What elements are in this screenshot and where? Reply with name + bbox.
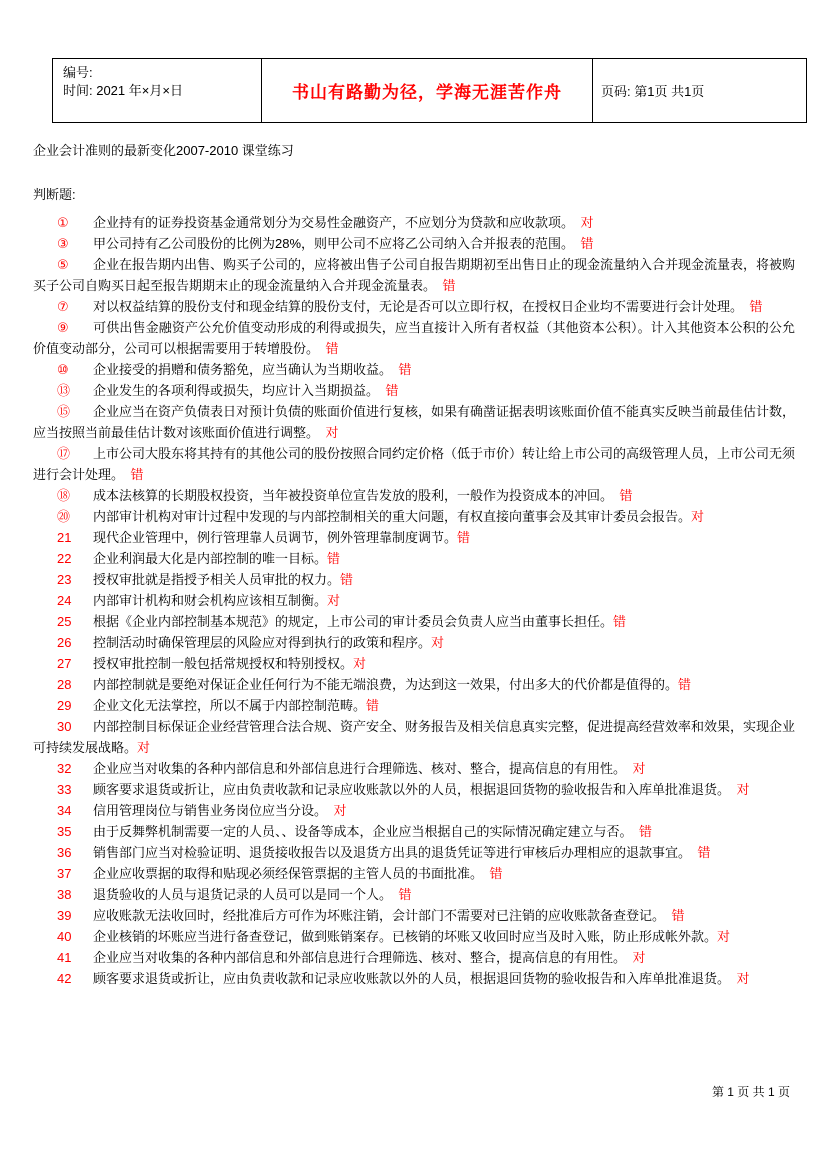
question-item (33, 674, 795, 695)
question-item (33, 296, 795, 317)
question-text: 甲公司持有乙公司股份的比例为28%，则甲公司不应将乙公司纳入合并报表的范围。 (93, 236, 568, 251)
question-item (33, 254, 795, 296)
question-number: ⑱ (57, 488, 71, 503)
question-item (33, 212, 795, 233)
question-item (33, 632, 795, 653)
question-number: 28 (57, 677, 72, 692)
question-text: 现代企业管理中，例行管理靠人员调节，例外管理靠制度调节。 (93, 530, 458, 545)
question-number: ③ (57, 236, 69, 251)
question-item (33, 653, 795, 674)
question-number: 25 (57, 614, 72, 629)
question-text: 企业发生的各项利得或损失，均应计入当期损益。 (93, 383, 373, 398)
question-text: 应收账款无法收回时，经批准后方可作为坏账注销，会计部门不需要对已注销的应收账款备查登记。 (93, 908, 659, 923)
question-text: 企业应收票据的取得和贴现必须经保管票据的主管人员的书面批准。 (93, 866, 477, 881)
question-item (33, 590, 795, 611)
question-answer: 错 (606, 488, 633, 503)
question-text: 根据《企业内部控制基本规范》的规定，上市公司的审计委员会负责人应当由董事长担任。 (93, 614, 614, 629)
question-item (33, 548, 795, 569)
question-number: 26 (57, 635, 72, 650)
question-number: 38 (57, 887, 72, 902)
header-table (52, 58, 807, 123)
question-item (33, 485, 795, 506)
question-answer: 对 (717, 929, 731, 944)
question-text: 企业持有的证券投资基金通常划分为交易性金融资产，不应划分为贷款和应收款项。 (93, 215, 568, 230)
question-text: 授权审批控制一般包括常规授权和特别授权。 (93, 656, 354, 671)
page-title: 企业会计准则的最新变化2007-2010 课堂练习 (33, 143, 294, 158)
question-text: 企业利润最大化是内部控制的唯一目标。 (93, 551, 328, 566)
question-answer: 对 (619, 761, 646, 776)
question-number: 40 (57, 929, 72, 944)
question-number: ① (57, 215, 69, 230)
question-item (33, 884, 795, 905)
header-left-cell (53, 59, 262, 123)
question-item (33, 926, 795, 947)
question-answer: 错 (385, 362, 412, 377)
question-number: 30 (57, 719, 72, 734)
question-answer: 错 (567, 236, 594, 251)
question-text: 控制活动时确保管理层的风险应对得到执行的政策和程序。 (93, 635, 432, 650)
question-text: 企业应当对收集的各种内部信息和外部信息进行合理筛选、核对、整合，提高信息的有用性。 (93, 950, 620, 965)
question-answer: 错 (658, 908, 685, 923)
question-number: 33 (57, 782, 72, 797)
question-answer: 对 (619, 950, 646, 965)
question-item (33, 758, 795, 779)
question-text: 内部控制就是要绝对保证企业任何行为不能无端浪费，为达到这一效果，付出多大的代价都是值得的。 (93, 677, 679, 692)
question-text: 企业应当对收集的各种内部信息和外部信息进行合理筛选、核对、整合，提高信息的有用性。 (93, 761, 620, 776)
question-number: 27 (57, 656, 72, 671)
question-item (33, 611, 795, 632)
question-answer: 错 (385, 887, 412, 902)
question-item (33, 968, 795, 989)
question-answer: 错 (476, 866, 503, 881)
header-time-label: 时间: 2021 年×月×日 (63, 83, 183, 98)
question-number: ⑮ (57, 404, 71, 419)
question-text: 成本法核算的长期股权投资，当年被投资单位宣告发放的股利，一般作为投资成本的冲回。 (93, 488, 607, 503)
question-answer: 对 (327, 593, 341, 608)
question-text: 信用管理岗位与销售业务岗位应当分设。 (93, 803, 321, 818)
question-number: 34 (57, 803, 72, 818)
question-text: 对以权益结算的股份支付和现金结算的股份支付，无论是否可以立即行权，在授权日企业均不需要进行会计处理。 (93, 299, 737, 314)
header-page-cell (593, 59, 807, 123)
question-number: 35 (57, 824, 72, 839)
question-text: 顾客要求退货或折让，应由负责收款和记录应收账款以外的人员，根据退回货物的验收报告和入库单批准退货。 (93, 782, 724, 797)
question-answer: 错 (366, 698, 380, 713)
header-page-label: 页码: 第1页 共1页 (601, 84, 705, 99)
question-number: 22 (57, 551, 72, 566)
question-number: 37 (57, 866, 72, 881)
question-item (33, 443, 795, 485)
question-answer: 错 (678, 677, 692, 692)
question-answer: 错 (312, 341, 339, 356)
question-answer: 对 (320, 803, 347, 818)
question-answer: 错 (613, 614, 627, 629)
question-item (33, 506, 795, 527)
question-number: ⑤ (57, 257, 69, 272)
question-item (33, 527, 795, 548)
question-text: 企业在报告期内出售、购买子公司的，应将被出售子公司自报告期期初至出售日止的现金流量纳入合并现金流量表，将被购买子公司自购买日起至报告期期末止的现金流量纳入合并现金流量表。 (33, 257, 796, 293)
question-answer: 对 (691, 509, 705, 524)
question-number: 32 (57, 761, 72, 776)
question-text: 企业应当在资产负债表日对预计负债的账面价值进行复核，如果有确凿证据表明该账面价值不能真实反映当前最佳估计数，应当按照当前最佳估计数对该账面价值进行调整。 (33, 404, 796, 440)
question-answer: 对 (137, 740, 151, 755)
question-answer: 对 (353, 656, 367, 671)
question-answer: 错 (117, 467, 144, 482)
question-text: 由于反舞弊机制需要一定的人员、、设备等成本，企业应当根据自己的实际情况确定建立与否。 (93, 824, 627, 839)
header-number-label: 编号: (63, 65, 93, 80)
question-answer: 对 (312, 425, 339, 440)
question-number: 23 (57, 572, 72, 587)
question-item (33, 821, 795, 842)
header-motto: 书山有路勤为径，学海无涯苦作舟 (292, 83, 562, 102)
question-number: ⑰ (57, 446, 71, 461)
question-item (33, 863, 795, 884)
question-item (33, 842, 795, 863)
question-answer: 错 (340, 572, 354, 587)
section-heading: 判断题: (33, 187, 76, 202)
question-answer: 对 (723, 782, 750, 797)
question-item (33, 380, 795, 401)
question-text: 可供出售金融资产公允价值变动形成的利得或损失，应当直接计入所有者权益（其他资本公积）。计入其他资本公积的公允价值变动部分，公司可以根据需要用于转增股份。 (33, 320, 795, 356)
question-number: 24 (57, 593, 72, 608)
question-text: 上市公司大股东将其持有的其他公司的股份按照合同约定价格（低于市价）转让给上市公司的高级管理人员，上市公司无须进行会计处理。 (33, 446, 796, 482)
question-number: 21 (57, 530, 72, 545)
question-number: ⑩ (57, 362, 69, 377)
question-number: 39 (57, 908, 72, 923)
question-answer: 错 (684, 845, 711, 860)
question-text: 内部审计机构和财会机构应该相互制衡。 (93, 593, 328, 608)
question-number: 42 (57, 971, 72, 986)
question-text: 退货验收的人员与退货记录的人员可以是同一个人。 (93, 887, 386, 902)
question-text: 内部控制目标保证企业经营管理合法合规、资产安全、财务报告及相关信息真实完整，促进提高经营效率和效果，实现企业可持续发展战略。 (33, 719, 796, 755)
header-motto-cell (262, 59, 593, 123)
question-item (33, 779, 795, 800)
question-answer: 错 (429, 278, 456, 293)
question-answer: 错 (457, 530, 471, 545)
question-text: 企业文化无法掌控，所以不属于内部控制范畴。 (93, 698, 367, 713)
question-answer: 错 (372, 383, 399, 398)
question-item (33, 695, 795, 716)
question-number: 29 (57, 698, 72, 713)
question-text: 销售部门应当对检验证明、退货接收报告以及退货方出具的退货凭证等进行审核后办理相应的退款事宜。 (93, 845, 685, 860)
question-text: 企业核销的坏账应当进行备查登记，做到账销案存。已核销的坏账又收回时应当及时入账，防止形成帐外款。 (93, 929, 718, 944)
document-content (33, 0, 795, 989)
question-item (33, 401, 795, 443)
question-answer: 错 (736, 299, 763, 314)
question-item (33, 905, 795, 926)
question-item (33, 716, 795, 758)
question-item (33, 800, 795, 821)
question-item (33, 317, 795, 359)
question-answer: 错 (327, 551, 341, 566)
question-item (33, 947, 795, 968)
question-text: 内部审计机构对审计过程中发现的与内部控制相关的重大问题，有权直接向董事会及其审计委员会报告。 (93, 509, 692, 524)
question-answer: 错 (626, 824, 653, 839)
question-text: 授权审批就是指授予相关人员审批的权力。 (93, 572, 341, 587)
question-number: 41 (57, 950, 72, 965)
question-text: 企业接受的捐赠和债务豁免，应当确认为当期收益。 (93, 362, 386, 377)
question-number: ⑨ (57, 320, 69, 335)
question-number: ⑦ (57, 299, 69, 314)
question-answer: 对 (723, 971, 750, 986)
question-text: 顾客要求退货或折让，应由负责收款和记录应收账款以外的人员，根据退回货物的验收报告和入库单批准退货。 (93, 971, 724, 986)
question-item (33, 569, 795, 590)
question-item (33, 359, 795, 380)
question-answer: 对 (567, 215, 594, 230)
question-number: ⑳ (57, 509, 71, 524)
question-list (33, 212, 795, 989)
question-number: 36 (57, 845, 72, 860)
question-item (33, 233, 795, 254)
question-answer: 对 (431, 635, 445, 650)
footer-page-info: 第 1 页 共 1 页 (711, 1085, 790, 1099)
question-number: ⑬ (57, 383, 71, 398)
